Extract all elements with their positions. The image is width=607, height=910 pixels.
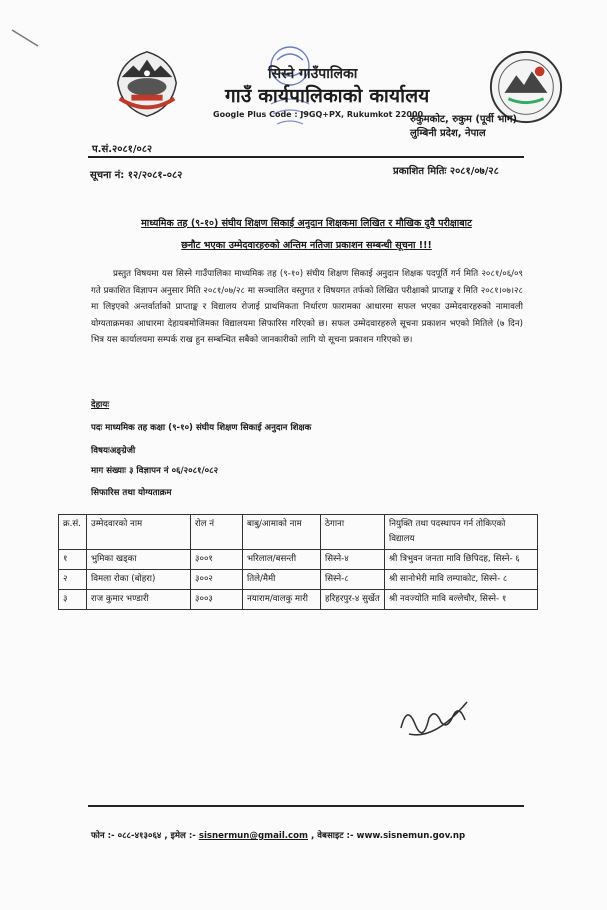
col-header-parents: बाबु/आमाको नाम [243,515,321,550]
footer-website-label: , वेबसाइट :- [308,831,357,841]
merit-heading: सिफारिस तथा योग्यताक्रम [91,488,172,498]
demand-line: माग संख्याः ३ विज्ञापन नं ०६/२०८१/०८२ [91,466,219,476]
cell-school: श्री सानोभेरी मावि लम्पाकोट, सिस्ने- ८ [385,570,538,590]
cell-roll: ३००१ [191,550,243,570]
footer-contact [91,829,465,841]
cell-address: सिस्ने-८ [321,570,385,590]
col-header-name: उम्मेदवारको नाम [87,515,191,550]
notice-number: सूचना नं: १२/२०८१-०८२ [90,170,183,181]
footer-divider [88,805,524,807]
header-divider [88,156,524,158]
cell-roll: ३००२ [191,570,243,590]
municipality-name: सिस्ने गाउँपालिका [268,66,358,82]
address-line-1: रुकुमकोट, रुकुम (पूर्वी भाग) [410,114,518,125]
table-row [59,590,538,610]
notice-title-line-1: माध्यमिक तह (९-१०) संघीय शिक्षण सिकाई अनुदान शिक्षकमा लिखित र मौखिक दुवै परीक्षाबाट [141,218,472,229]
notice-title-line-2: छनौट भएका उम्मेदवारहरुको अन्तिम नतिजा प्रकाशन सम्बन्धी सूचना !!! [181,240,432,251]
col-header-sn: क्र.सं. [59,515,87,550]
cell-address: हरिहरपुर-४ सुर्खेत [321,590,385,610]
col-header-address: ठेगाना [321,515,385,550]
footer-website-link[interactable]: www.sisnemun.gov.np [356,831,466,841]
subject-line: विषयःअङ्ग्रेजी [91,446,136,456]
cell-parents: तिले/मैमी [243,570,321,590]
cell-sn: २ [59,570,87,590]
cell-parents: नयाराम/वालकु मारी [243,590,321,610]
signature [395,694,475,744]
footer-phone: फोन :- ०८८-४१३०६४ , [91,831,171,841]
google-plus-code: Google Plus Code : J9GQ+PX, Rukumkot 22000 [213,110,424,119]
post-line: पदः माध्यमिक तह कक्षा (९-१०) संघीय शिक्षण सिकाई अनुदान शिक्षक [91,423,312,433]
col-header-school: नियुक्ति तथा पदस्थापन गर्न तोकिएको विद्यालय [385,515,538,550]
table-row [59,570,538,590]
notice-paragraph: प्रस्तुत विषयमा यस सिस्ने गाउँपालिका माध्यमिक तह (९-१०) संघीय शिक्षण सिकाई अनुदान शिक्षक पदपूर्ति गर्न मिति २०८१/०६/०९ गते प्रकाशित विज्ञापन अनुसार मिति २०८१/०७/२८ मा सञ्चालित वस्तुगत र विषयगत तर्फको लिखित परीक्षाको प्राप्ताङ्क र मिति २०८१।०७।२८ मा लिइएको अन्तर्वार्ताको प्राप्ताङ्क र विद्यालय रोजाई प्राथमिकता निर्धारण फारामका आधारमा सफल भएका उम्मेदवारहरुको नामावली योग्यताक्रमका आधारमा देहायबमोजिमका विद्यालयमा सिफारिस गरिएको छ। सफल उम्मेदवारहरुले सूचना प्रकाशन भएको मितिले (७ दिन) भित्र यस कार्यालयमा सम्पर्क राख हुन सम्बन्धित सबैको जानकारीको लागि यो सूचना प्रकाशन गरिएको छ। [91,269,523,345]
address-line-2: लुम्बिनी प्रदेश, नेपाल [410,128,486,139]
table-row [59,550,538,570]
cell-school: श्री नवज्योति मावि बल्लेचौर, सिस्ने- १ [385,590,538,610]
published-date: प्रकाशित मितिः २०८१/०७/२८ [393,166,499,177]
cell-roll: ३००३ [191,590,243,610]
scan-mark [0,0,60,60]
footer-email-label: इमेल :- [170,831,199,841]
nepal-government-emblem [108,44,186,122]
cell-name: विमला रोका (बोहरा) [87,570,191,590]
cell-address: सिस्ने-४ [321,550,385,570]
cell-name: भुमिका खड्का [87,550,191,570]
cell-name: राज कुमार भण्डारी [87,590,191,610]
dehaye-label: देहायः [91,400,110,410]
notice-title [88,213,525,257]
footer-email-link[interactable]: sisnermun@gmail.com [198,831,309,841]
cell-school: श्री त्रिभुवन जनता मावि छिपिदह, सिस्ने- ६ [385,550,538,570]
office-name: गाउँ कार्यपालिकाको कार्यालय [225,85,430,107]
recommendation-table [58,514,538,610]
cell-parents: भरिलाल/बसन्ती [243,550,321,570]
reference-number: प.सं.२०८१/०८२ [92,144,153,155]
table-header-row [59,515,538,550]
cell-sn: ३ [59,590,87,610]
office-address [410,113,517,141]
col-header-roll: रोल नं [191,515,243,550]
cell-sn: १ [59,550,87,570]
